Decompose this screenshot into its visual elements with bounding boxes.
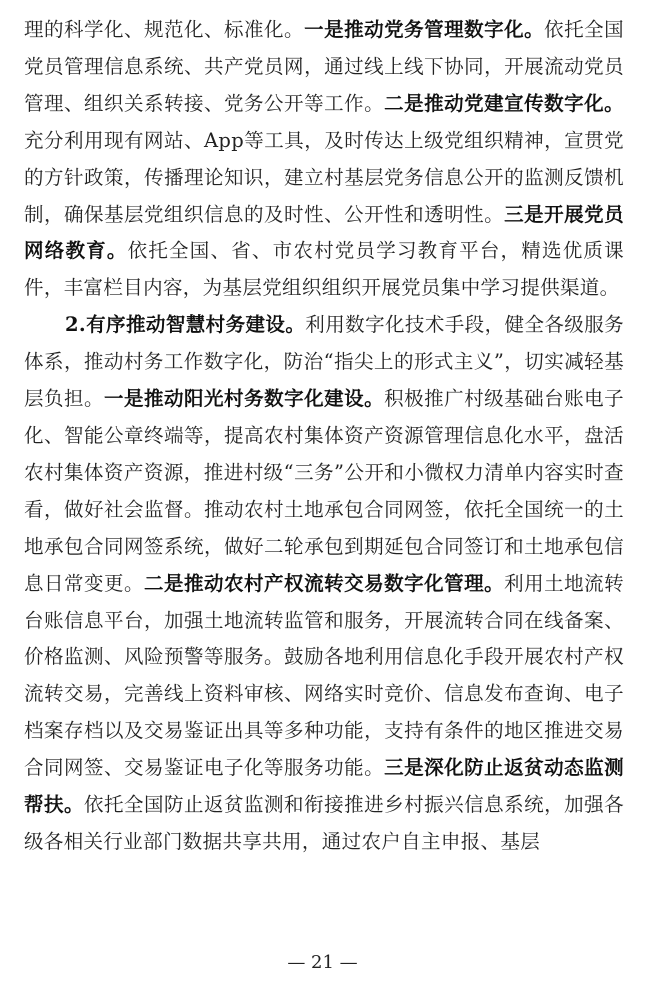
bold-heading-run: 一是推动阳光村务数字化建设。 [104,387,385,411]
text-run: 充分利用现有网站、App等工具，及时传达上级党组织精神，宣贯党的方针政策，传播理论知识，建立村基层党务信息公开的监测反馈机制，确保基层党组织信息的及时性、公开性和透明性。 [24,128,624,226]
text-run: 利用土地流转台账信息平台，加强土地流转监管和服务，开展流转合同在线备案、价格监测、风险预警等服务。鼓励各地利用信息化手段开展农村产权流转交易，完善线上资料审核、网络实时竞价、信息发布查询、电子档案存档以及交易鉴证出具等多种功能，支持有条件的地区推进交易合同网签、交易鉴证电子化等服务功能。 [24,571,624,780]
bold-heading-run: 二是推动党建宣传数字化。 [384,91,624,115]
bold-heading-run: 三是深化防止返贫动态监测帮扶。 [24,756,624,817]
section-heading-run: 2.有序推动智慧村务建设。 [65,313,306,337]
text-run: 依托全国、省、市农村党员学习教育平台，精选优质课件，丰富栏目内容，为基层党组织组织开展党员集中学习提供渠道。 [24,239,624,300]
text-run: 利用数字化技术手段，健全各级服务体系，推动村务工作数字化，防治“指尖上的形式主义”，切实减轻基层负担。 [24,313,624,411]
text-run: 依托全国防止返贫监测和衔接推进乡村振兴信息系统，加强各级各相关行业部门数据共享共用，通过农户自主申报、基层 [24,793,624,853]
paragraph-2 [24,307,624,861]
bold-heading-run: 一是推动党务管理数字化。 [304,18,545,41]
document-body [24,12,624,861]
page-number: — 21 — [287,952,358,973]
paragraph-1 [24,12,624,307]
bold-heading-run: 三是开展党员网络教育。 [24,202,624,263]
text-run: 积极推广村级基础台账电子化、智能公章终端等，提高农村集体资产资源管理信息化水平，盘活农村集体资产资源，推进村级“三务”公开和小微权力清单内容实时查看，做好社会监督。推动农村土地承包合同网签，依托全国统一的土地承包合同网签系统，做好二轮承包到期延包合同签订和土地承包信息日常变更。 [24,387,625,595]
text-run: 依托全国党员管理信息系统、共产党员网，通过线上线下协同，开展流动党员管理、组织关系转接、党务公开等工作。 [24,18,625,115]
text-run: 理的科学化、规范化、标准化。 [24,18,305,41]
bold-heading-run: 二是推动农村产权流转交易数字化管理。 [144,571,505,595]
